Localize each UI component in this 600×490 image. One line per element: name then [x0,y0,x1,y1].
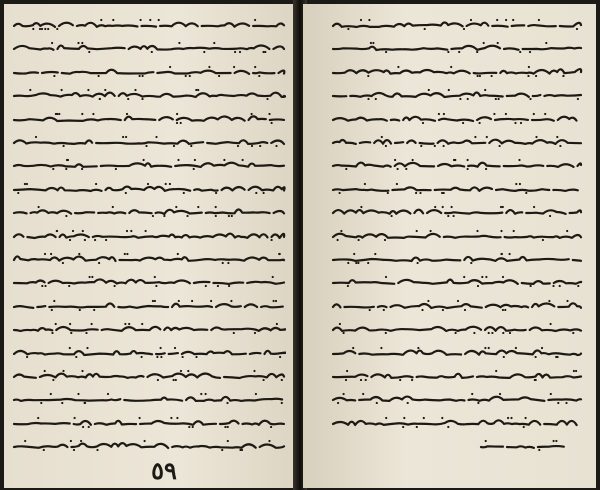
manuscript-line [12,322,286,334]
manuscript-line [331,275,583,287]
manuscript-line [331,205,583,217]
manuscript-line [12,41,286,53]
manuscript-line [331,299,583,311]
manuscript-line [331,135,583,147]
manuscript-line [12,299,286,311]
manuscript-line [12,346,286,358]
manuscript-line [12,275,286,287]
right-page [303,4,596,488]
manuscript-line [479,439,569,451]
manuscript-line [331,18,583,30]
manuscript-line [331,229,583,241]
manuscript-line [12,252,286,264]
manuscript-line [12,112,286,124]
manuscript-line [331,369,583,381]
manuscript-line [12,229,286,241]
manuscript-line [12,158,286,170]
page-number: ٥٩ [151,456,177,485]
manuscript-line [331,182,583,194]
manuscript-line [331,346,583,358]
manuscript-line [331,112,583,124]
left-page [4,4,296,488]
manuscript-line [331,416,583,428]
manuscript-line [331,65,583,77]
manuscript-line [12,392,286,404]
manuscript-line [331,41,583,53]
manuscript-line [331,88,583,100]
manuscript-line [331,158,583,170]
manuscript-line [12,18,286,30]
manuscript-line [331,252,583,264]
manuscript-line [331,392,583,404]
manuscript-line [12,205,286,217]
manuscript-line [12,439,286,451]
manuscript-line [12,135,286,147]
manuscript-line [12,88,286,100]
left-page-text-block [4,4,296,488]
manuscript-line [12,182,286,194]
manuscript-line [12,369,286,381]
manuscript-line [331,322,583,334]
right-page-text-block [303,4,596,488]
manuscript-line [12,65,286,77]
manuscript-line [12,416,286,428]
